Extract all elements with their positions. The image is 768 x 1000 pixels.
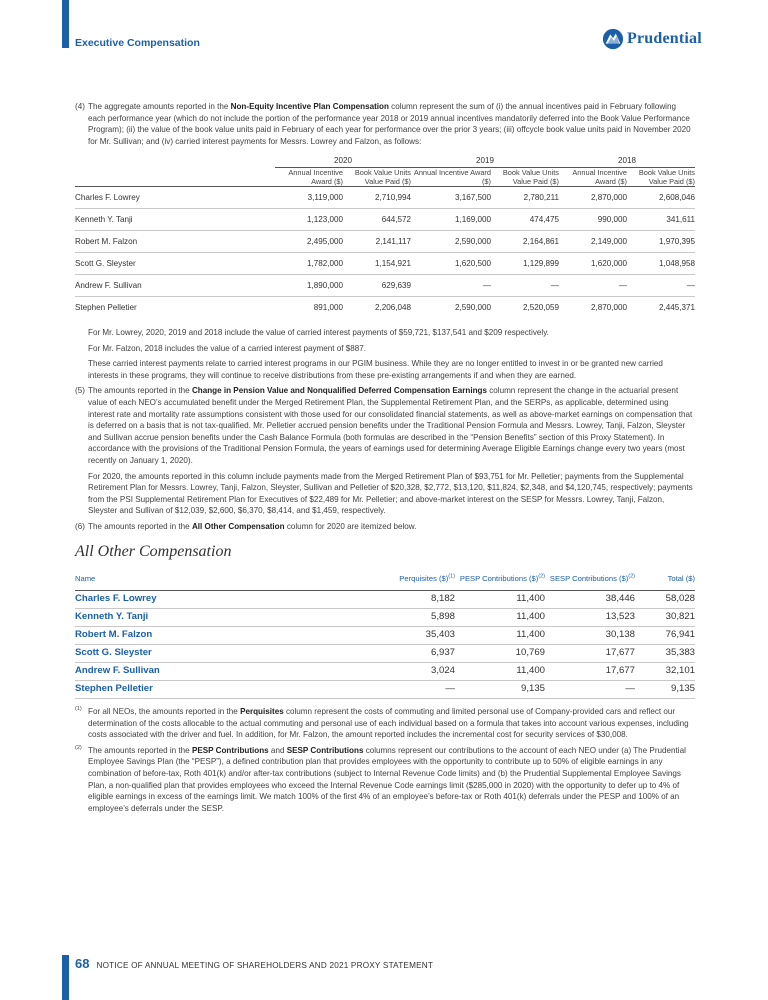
table-row: Andrew F. Sullivan 1,890,000 629,639 — — — — [75,275,695,297]
table-row: Robert M. Falzon 35,403 11,400 30,138 76,941 [75,626,695,644]
aoc-table-container [75,573,695,699]
prudential-logo[interactable] [602,28,702,50]
note-4-intro: The aggregate amounts reported in the Non-Equity Incentive Plan Compensation column represent the sum of (i) the annual incentives paid in February following each performance year (which do not include the portion of the performance year 2018 or 2019 annual incentives mandatorily deferred into the Book Value Performance Program); (ii) the value of the book value units paid in February of each year for performance over the prior 3 years; (iii) offcycle book value units paid in November 2020 for Mr. Sullivan; and (iv) carried interest payments for Messrs. Lowrey and Falzon, as follows: [88,102,691,146]
aoc-title: All Other Compensation [75,543,232,560]
table-row: Kenneth Y. Tanji 1,123,000 644,572 1,169,000 474,475 990,000 341,611 [75,209,695,231]
note-5-para-1: The amounts reported in the Change in Pension Value and Nonqualified Deferred Compensation Earnings column represent the change in the actuarial present value of each NEO’s accumulated benefit under the Merged Retirement Plan, the Supplemental Retirement Plan, and the SERPs, as applicable, determined using interest rate and mortality rate assumptions consistent with those used for our consolidated financial statements, as well as above-market earnings on compensation that is deferred on a basis that is not tax-qualified. Mr. Pelletier accrued pension benefits under the Traditional Pension Formula and Messrs. Lowrey, Tanji, Falzon, Sleyster and Sullivan accrue pension benefits under the Cash Balance Formula (both formulas are described in the “Pension Benefits” section of this Proxy Statement). In accordance with the provisions of the Traditional Pension Formula, the years of earnings used for determining Average Eligible Earnings change every two years (most recently on January 1, 2020). [88,386,693,465]
footer-text: NOTICE OF ANNUAL MEETING OF SHAREHOLDERS AND 2021 PROXY STATEMENT [96,961,434,970]
year-header-2018: 2018 [559,155,695,167]
table-row: Scott G. Sleyster 1,782,000 1,154,921 1,620,500 1,129,899 1,620,000 1,048,958 [75,253,695,275]
col-header-sesp: SESP Contributions ($)$^{(2)}$ [545,573,635,590]
col-header-bvu: Book Value Units Value Paid ($) [354,167,411,186]
logo-text: Prudential [627,30,702,47]
year-header-2019: 2019 [411,155,559,167]
aoc-table [75,573,695,699]
col-header-award: Annual Incentive Award ($) [413,167,491,186]
note-4-lowrey: For Mr. Lowrey, 2020, 2019 and 2018 include the value of carried interest payments of $59,721, $137,541 and $209 respectively. [88,328,549,337]
note-number: (4) [75,102,85,111]
table-row: Andrew F. Sullivan 3,024 11,400 17,677 32,101 [75,662,695,680]
neip-table [75,155,695,319]
notes-continued [75,327,695,537]
aoc-footnotes [75,706,695,818]
footer-accent-bar [62,955,69,1000]
table-row: Scott G. Sleyster 6,937 10,769 17,677 35,383 [75,644,695,662]
year-header-2020: 2020 [275,155,411,167]
col-header-total: Total ($) [635,573,695,590]
note-4 [75,101,695,151]
note-4-falzon: For Mr. Falzon, 2018 includes the value of a carried interest payment of $887. [88,343,367,353]
col-header-bvu: Book Value Units Value Paid ($) [502,167,559,186]
note-5-para-2: For 2020, the amounts reported in this column include payments made from the Merged Retirement Plan of $93,751 for Mr. Pelletier; payments from the Supplemental Retirement Plan for Messrs. Lowrey, Tanji, Falzon, Sleyster, Sullivan and Pelletier of $20,328, $2,772, $13,120, $11,824, $2,348, and $4,120,745, respectively; payments from the PSI Supplemental Retirement Plan for Executives of $22,489 for Mr. Pelletier; and above-market interest on the SESP for Messrs. Lowrey, Tanji, Falzon, Sleyster and Sullivan of $12,039, $2,600, $6,370, $8,414, and $1,459, respectively. [88,471,693,516]
col-header-award: Annual Incentive Award ($) [572,167,627,186]
table-row: Stephen Pelletier — 9,135 — 9,135 [75,680,695,698]
header-accent-bar [62,0,69,48]
note-6: (6) The amounts reported in the All Other Compensation column for 2020 are itemized below. [75,521,417,531]
footnote-1: (1) For all NEOs, the amounts reported in the Perquisites column represent the costs of commuting and limited personal use of Company-provided cars and reflect our determination of the costs allocable to the actual commuting and personal use of each individual based on a formula that takes into account various expenses, including costs associated with the driver and fuel. In addition, for Mr. Falzon, the amount reported includes the incremental cost for security services of $30,008. [75,706,689,740]
footnote-2: (2) The amounts reported in the PESP Contributions and SESP Contributions columns represent our contributions to the account of each NEO under (a) The Prudential Employee Savings Plan (the “PESP”), a defined contribution plan that provides employees with the opportunity to contribute up to 50% of eligible earnings in any combination of before-tax, Roth 401(k) and/or after-tax contributions (subject to Internal Revenue Code limits) and (b) the Prudential Supplemental Employee Savings Plan, a non-qualified plan that provides employees who exceed the Internal Revenue Code earnings limit ($285,000 in 2020) with the opportunity to defer up to 4% of eligible earnings in excess of the earnings limit. We match 100% of the first 4% of an employee’s before-tax or Roth 401(k) deferrals under the PESP and 100% of an employee’s deferrals under the SESP. [75,744,686,813]
table-row: Kenneth Y. Tanji 5,898 11,400 13,523 30,821 [75,608,695,626]
table-row: Charles F. Lowrey 3,119,000 2,710,994 3,167,500 2,780,211 2,870,000 2,608,046 [75,187,695,209]
page-number: 68 [75,956,90,971]
rock-logo-icon [602,28,624,50]
col-header-bvu: Book Value Units Value Paid ($) [638,167,695,186]
col-header-name: Name [75,573,365,590]
section-title: Executive Compensation [75,37,200,49]
note-4-carried-interest: These carried interest payments relate to carried interest programs in our PGIM business. While they are no longer entitled to invest in or be granted new carried interests in these programs, they will continue to receive distributions from these pre-existing arrangements if and when they are earned. [88,359,663,380]
note-5: (5) The amounts reported in the Change in Pension Value and Nonqualified Deferred Compensation Earnings column represent the change in the actuarial present value of each NEO’s accumulated benefit under the Merged Retirement Plan, the Supplemental Retirement Plan, and the SERPs, as applicable, determined using interest rate and mortality rate assumptions consistent with those used for our consolidated financial statements, as well as above-market earnings on compensation that is deferred on a basis that is not tax-qualified. Mr. Pelletier accrued pension benefits under the Traditional Pension Formula and Messrs. Lowrey, Tanji, Falzon, Sleyster and Sullivan accrue pension benefits under the Cash Balance Formula (both formulas are described in the “Pension Benefits” section of this Proxy Statement). In accordance with the provisions of the Traditional Pension Formula, the years of earnings used for determining Average Eligible Earnings change every two years (most recently on January 1, 2020). For 2020, the amounts reported in this column include payments made from the Merged Retirement Plan of $93,751 for Mr. Pelletier; payments from the Supplemental Retirement Plan for Messrs. Lowrey, Tanji, Falzon, Sleyster, Sullivan and Pelletier of $20,328, $2,772, $13,120, $11,824, $2,348, and $4,120,745, respectively; payments from the PSI Supplemental Retirement Plan for Executives of $22,489 for Mr. Pelletier; and above-market interest on the SESP for Messrs. Lowrey, Tanji, Falzon, Sleyster and Sullivan of $12,039, $2,600, $6,370, $8,414, and $1,459, respectively. [75,385,695,517]
table-row: Robert M. Falzon 2,495,000 2,141,117 2,590,000 2,164,861 2,149,000 1,970,395 [75,231,695,253]
col-header-award: Annual Incentive Award ($) [288,167,343,186]
col-header-perquisites: Perquisites ($)$^{(1)}$ [365,573,455,590]
table-row: Charles F. Lowrey 8,182 11,400 38,446 58,028 [75,590,695,608]
neip-table-container [75,155,695,319]
col-header-pesp: PESP Contributions ($)$^{(2)}$ [455,573,545,590]
table-row: Stephen Pelletier 891,000 2,206,048 2,590,000 2,520,059 2,870,000 2,445,371 [75,297,695,319]
page-footer [75,956,433,971]
